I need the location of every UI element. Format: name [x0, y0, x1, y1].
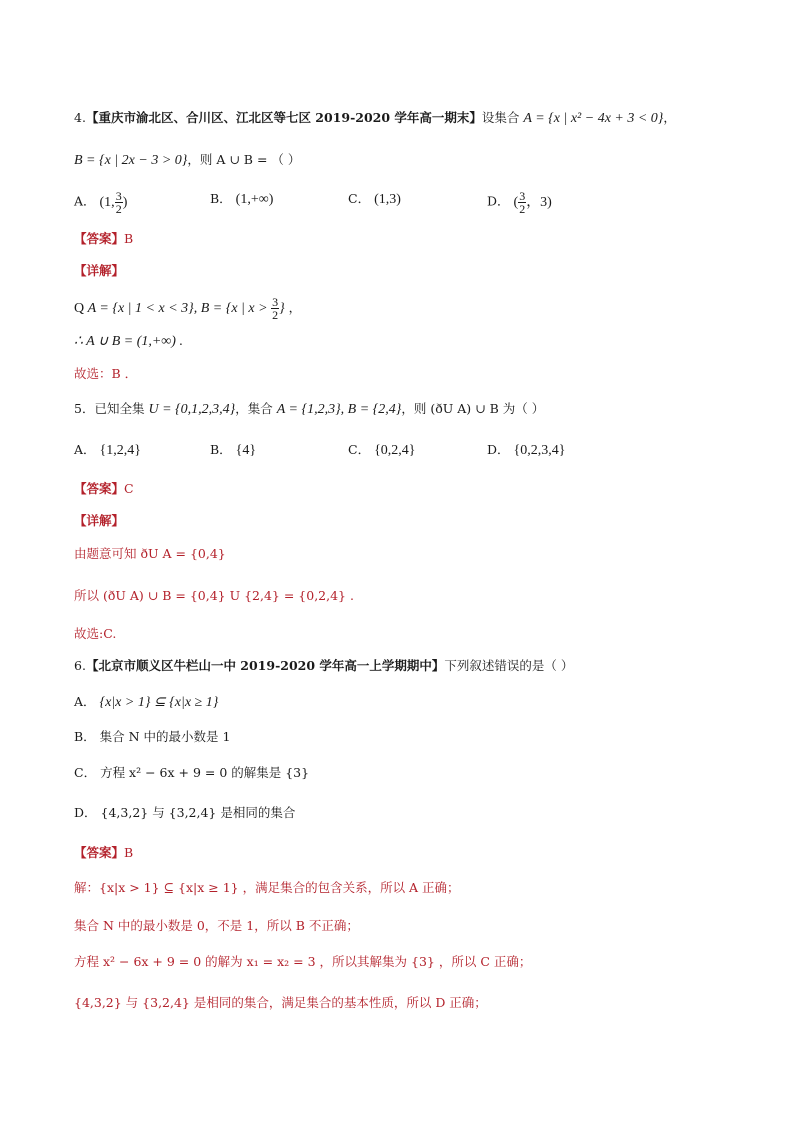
q6-option-a — [74, 693, 218, 712]
q4-answer — [74, 230, 133, 248]
q4-stem-line1 — [74, 109, 676, 128]
q6-option-b-label: B． — [74, 729, 96, 744]
q5-question: ，则 (ðU A) ∪ B 为（ ） — [401, 401, 545, 416]
q5-option-b — [210, 441, 256, 460]
q5-option-c-value: {0,2,4} — [374, 443, 416, 458]
q6-option-d — [74, 804, 295, 822]
q5-detail-line1: 由题意可知 ðU A = {0,4} — [74, 546, 226, 561]
q5-number: 5． — [74, 401, 95, 416]
q5-option-b-label: B． — [210, 442, 232, 457]
q6-explain-line3: 方程 x² − 6x + 9 = 0 的解为 x₁ = x₂ = 3 ，所以其解集为 {3} ，所以 C 正确； — [74, 954, 532, 969]
q5-option-d — [487, 441, 565, 460]
q4-option-b — [210, 190, 273, 209]
q4-answer-label: 【答案】 — [74, 231, 125, 246]
q4-detail-line2: ∴ A ∪ B = (1,+∞) . — [74, 334, 183, 349]
q6-explain-line1: 解：{x|x > 1} ⊆ {x|x ≥ 1} ，满足集合的包含关系，所以 A 正确； — [74, 880, 460, 895]
q5-option-a-value: {1,2,4} — [99, 443, 141, 458]
q5-text: 已知全集 — [94, 401, 145, 416]
q5-set-ab: A = {1,2,3}, B = {2,4} — [276, 402, 402, 417]
q4-detail-line1: Q A = {x | 1 < x < 3}, B = {x | x > $\frac{3}{2}$ } ， — [74, 295, 302, 322]
q5-text2: ，集合 — [235, 401, 273, 416]
q4-option-c-label: C． — [348, 191, 371, 206]
q6-question: 下列叙述错误的是（ ） — [444, 658, 574, 673]
q5-stem — [74, 400, 544, 419]
q6-explain-line4: {4,3,2} 与 {3,2,4} 是相同的集合，满足集合的基本性质，所以 D 正确； — [74, 995, 487, 1010]
q4-option-b-value: (1,+∞) — [235, 192, 274, 207]
q4-option-a-value: (1, $\frac{3}{2}$ ) — [99, 189, 128, 216]
q5-option-c-label: C． — [348, 442, 371, 457]
q5-option-d-value: {0,2,3,4} — [513, 443, 566, 458]
q6-option-b — [74, 728, 230, 746]
q4-source: 【重庆市渝北区、合川区、江北区等七区 2019-2020 学年高一期末】 — [85, 110, 482, 125]
q5-option-b-value: {4} — [235, 443, 257, 458]
q5-answer-value: C — [124, 481, 134, 496]
q6-number: 6. — [74, 658, 86, 673]
q6-stem — [74, 657, 573, 675]
q4-option-a — [74, 190, 127, 215]
q5-option-a — [74, 441, 141, 460]
q6-answer — [74, 844, 133, 862]
q5-option-a-label: A． — [74, 442, 96, 457]
q4-option-d-value: ( $\frac{3}{2}$ ，3) — [513, 189, 552, 216]
q6-option-d-value: {4,3,2} 与 {3,2,4} 是相同的集合 — [100, 805, 296, 820]
q4-option-c-value: (1,3) — [374, 192, 401, 207]
q5-option-d-label: D． — [487, 442, 510, 457]
q5-answer — [74, 480, 134, 498]
q4-stem-line2 — [74, 151, 300, 170]
q4-number: 4. — [74, 110, 86, 125]
q6-explain-line2: 集合 N 中的最小数是 0，不是 1，所以 B 不正确； — [74, 918, 359, 933]
q6-option-a-label: A． — [74, 694, 96, 709]
q4-option-a-label: A． — [74, 193, 96, 209]
q4-option-b-label: B． — [210, 191, 232, 206]
q5-option-c — [348, 441, 416, 460]
q6-option-c — [74, 764, 309, 782]
q6-answer-label: 【答案】 — [74, 845, 125, 860]
q4-set-a: A = {x | x² − 4x + 3 < 0} — [523, 111, 664, 126]
q6-option-b-value: 集合 N 中的最小数是 1 — [99, 729, 231, 744]
q5-set-u: U = {0,1,2,3,4} — [148, 402, 236, 417]
q6-option-c-value: 方程 x² − 6x + 9 = 0 的解集是 {3} — [100, 765, 310, 780]
q4-option-c — [348, 190, 401, 209]
q4-option-d-label: D． — [487, 193, 510, 209]
q5-answer-label: 【答案】 — [74, 481, 125, 496]
q4-answer-value: B — [124, 231, 134, 246]
q5-detail-label: 【详解】 — [74, 513, 125, 528]
q4-conclusion: 故选：B ． — [74, 366, 138, 381]
q4-comma: ， — [663, 110, 676, 125]
q6-option-c-label: C． — [74, 765, 97, 780]
q5-conclusion: 故选:C. — [74, 626, 117, 641]
q4-detail-label: 【详解】 — [74, 263, 125, 278]
q4-option-d — [487, 190, 552, 215]
q6-source: 【北京市顺义区牛栏山一中 2019-2020 学年高一上学期期中】 — [85, 658, 445, 673]
q4-text: 设集合 — [481, 110, 520, 125]
q6-answer-value: B — [124, 845, 134, 860]
q5-detail-line2: 所以 (ðU A) ∪ B = {0,4} U {2,4} = {0,2,4} . — [74, 588, 354, 603]
q4-set-b: B = {x | 2x − 3 > 0} — [74, 153, 188, 168]
q6-option-a-value: {x|x > 1} ⊆ {x|x ≥ 1} — [99, 695, 219, 710]
q6-option-d-label: D． — [74, 805, 97, 820]
q4-question: ，则 A ∪ B = （ ） — [187, 152, 301, 167]
